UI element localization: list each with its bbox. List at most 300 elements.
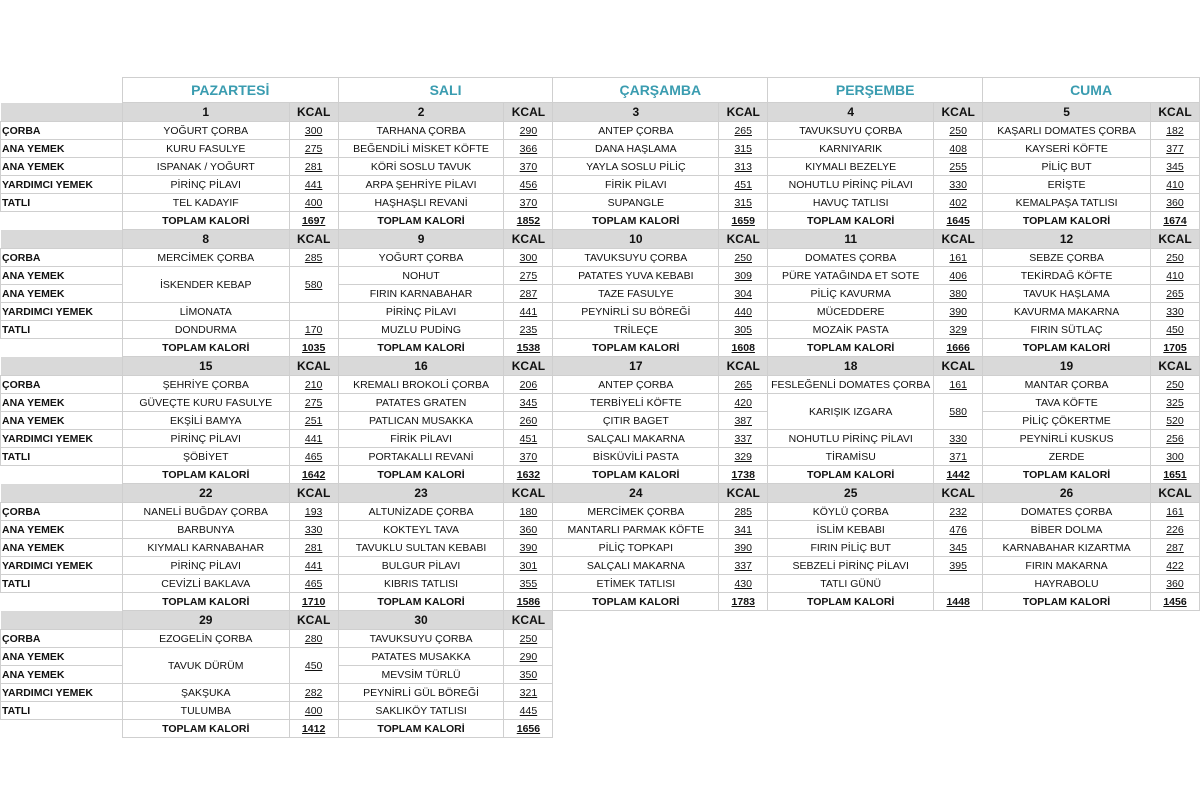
dish-name: MOZAİK PASTA: [768, 321, 934, 339]
blank-cell: [1, 357, 123, 376]
dish-kcal: 387: [719, 412, 768, 430]
meal-row: [1, 702, 1200, 720]
day-number: 29: [122, 611, 289, 630]
dish-name: BULGUR PİLAVI: [338, 557, 504, 575]
dish-kcal: 580: [934, 394, 983, 430]
dish-name: TAZE FASULYE: [553, 285, 719, 303]
dish-kcal: 226: [1150, 521, 1199, 539]
dish-kcal: 290: [504, 122, 553, 140]
day-number: 18: [768, 357, 934, 376]
total-kcal: 1852: [504, 212, 553, 230]
dish-name: MANTAR ÇORBA: [983, 376, 1151, 394]
category-label: YARDIMCI YEMEK: [1, 303, 123, 321]
total-row: [1, 720, 1200, 738]
dish-kcal: 281: [289, 539, 338, 557]
kcal-header: KCAL: [934, 230, 983, 249]
dish-kcal: 370: [504, 448, 553, 466]
dish-name: DOMATES ÇORBA: [983, 503, 1151, 521]
dish-kcal: 265: [719, 122, 768, 140]
dish-kcal: 275: [289, 140, 338, 158]
total-label: TOPLAM KALORİ: [122, 339, 289, 357]
category-label: YARDIMCI YEMEK: [1, 430, 123, 448]
day-number: 8: [122, 230, 289, 249]
dish-name: SALÇALI MAKARNA: [553, 430, 719, 448]
category-label: ANA YEMEK: [1, 267, 123, 285]
dish-kcal: 300: [1150, 448, 1199, 466]
dish-kcal: 193: [289, 503, 338, 521]
day-number: 16: [338, 357, 504, 376]
blank-cell: [1, 720, 123, 738]
total-label: TOPLAM KALORİ: [338, 593, 504, 611]
dish-name: GÜVEÇTE KURU FASULYE: [122, 394, 289, 412]
total-label: TOPLAM KALORİ: [983, 212, 1151, 230]
dish-name: KAVURMA MAKARNA: [983, 303, 1151, 321]
category-label: YARDIMCI YEMEK: [1, 684, 123, 702]
dish-name: PİLİÇ TOPKAPI: [553, 539, 719, 557]
meal-row: [1, 176, 1200, 194]
dish-kcal: 395: [934, 557, 983, 575]
blank-cell: [1, 339, 123, 357]
dish-name: TİRAMİSU: [768, 448, 934, 466]
dish-kcal: 465: [289, 575, 338, 593]
kcal-header: KCAL: [504, 484, 553, 503]
total-kcal: 1697: [289, 212, 338, 230]
dish-name: MEVSİM TÜRLÜ: [338, 666, 504, 684]
dish-kcal: 265: [719, 376, 768, 394]
dish-kcal: 315: [719, 194, 768, 212]
total-label: TOPLAM KALORİ: [553, 339, 719, 357]
day-number-row: [1, 484, 1200, 503]
total-label: TOPLAM KALORİ: [122, 593, 289, 611]
dish-kcal: 315: [719, 140, 768, 158]
dish-kcal: 281: [289, 158, 338, 176]
dish-name: TAVUKSUYU ÇORBA: [338, 630, 504, 648]
total-row: [1, 593, 1200, 611]
total-kcal: 1608: [719, 339, 768, 357]
empty-area: [553, 702, 1200, 720]
total-kcal: 1538: [504, 339, 553, 357]
dish-kcal: 304: [719, 285, 768, 303]
dish-kcal: 265: [1150, 285, 1199, 303]
dish-kcal: 341: [719, 521, 768, 539]
dish-kcal: 410: [1150, 176, 1199, 194]
dish-name: TERBİYELİ KÖFTE: [553, 394, 719, 412]
meal-row: [1, 539, 1200, 557]
dish-kcal: 345: [504, 394, 553, 412]
dish-name: KAYSERİ KÖFTE: [983, 140, 1151, 158]
kcal-header: KCAL: [719, 484, 768, 503]
category-label: ANA YEMEK: [1, 648, 123, 666]
dish-kcal: 390: [719, 539, 768, 557]
dish-name: FİRİK PİLAVI: [553, 176, 719, 194]
dish-kcal: 300: [504, 249, 553, 267]
day-number: 24: [553, 484, 719, 503]
category-label: TATLI: [1, 575, 123, 593]
kcal-header: KCAL: [289, 484, 338, 503]
dish-name: ISPANAK / YOĞURT: [122, 158, 289, 176]
kcal-header: KCAL: [289, 611, 338, 630]
kcal-header: KCAL: [1150, 103, 1199, 122]
total-kcal: 1656: [504, 720, 553, 738]
total-row: [1, 466, 1200, 484]
day-number: 25: [768, 484, 934, 503]
kcal-header: KCAL: [934, 103, 983, 122]
day-number: 2: [338, 103, 504, 122]
dish-name: ERİŞTE: [983, 176, 1151, 194]
dish-name: NOHUTLU PİRİNÇ PİLAVI: [768, 176, 934, 194]
day-header-row: [1, 78, 1200, 103]
weekly-menu-table: [0, 77, 1200, 738]
dish-name: TRİLEÇE: [553, 321, 719, 339]
dish-kcal: 330: [934, 430, 983, 448]
dish-kcal: 250: [504, 630, 553, 648]
empty-area: [553, 630, 1200, 648]
dish-name: SALÇALI MAKARNA: [553, 557, 719, 575]
dish-name: ALTUNİZADE ÇORBA: [338, 503, 504, 521]
dish-name: ZERDE: [983, 448, 1151, 466]
dish-name: SUPANGLE: [553, 194, 719, 212]
dish-kcal: 251: [289, 412, 338, 430]
dish-kcal: 400: [289, 702, 338, 720]
category-label: ANA YEMEK: [1, 412, 123, 430]
total-label: TOPLAM KALORİ: [768, 212, 934, 230]
dish-kcal: 377: [1150, 140, 1199, 158]
category-label: TATLI: [1, 321, 123, 339]
day-number: 30: [338, 611, 504, 630]
dish-name: KURU FASULYE: [122, 140, 289, 158]
dish-name: DONDURMA: [122, 321, 289, 339]
dish-kcal: 390: [504, 539, 553, 557]
dish-kcal: 161: [1150, 503, 1199, 521]
total-kcal: 1448: [934, 593, 983, 611]
dish-name: NOHUTLU PİRİNÇ PİLAVI: [768, 430, 934, 448]
dish-kcal: 282: [289, 684, 338, 702]
dish-kcal: 420: [719, 394, 768, 412]
dish-name: YAYLA SOSLU PİLİÇ: [553, 158, 719, 176]
total-label: TOPLAM KALORİ: [338, 339, 504, 357]
dish-name: İSLİM KEBABI: [768, 521, 934, 539]
day-number-row: [1, 611, 1200, 630]
meal-row: [1, 684, 1200, 702]
meal-row: [1, 575, 1200, 593]
dish-name: SAKLIKÖY TATLISI: [338, 702, 504, 720]
dish-name: ANTEP ÇORBA: [553, 122, 719, 140]
dish-kcal: 256: [1150, 430, 1199, 448]
dish-name: KARNIYARIK: [768, 140, 934, 158]
dish-kcal: 182: [1150, 122, 1199, 140]
dish-kcal: 520: [1150, 412, 1199, 430]
meal-row: [1, 122, 1200, 140]
empty-area: [553, 720, 1200, 738]
dish-name: KIYMALI KARNABAHAR: [122, 539, 289, 557]
kcal-header: KCAL: [504, 103, 553, 122]
corner-cell: [1, 78, 123, 103]
dish-kcal: 287: [1150, 539, 1199, 557]
dish-name: KÖYLÜ ÇORBA: [768, 503, 934, 521]
dish-kcal: 440: [719, 303, 768, 321]
dish-name: TAVUK HAŞLAMA: [983, 285, 1151, 303]
category-label: ANA YEMEK: [1, 140, 123, 158]
dish-kcal: 402: [934, 194, 983, 212]
dish-kcal: [289, 303, 338, 321]
dish-kcal: 360: [504, 521, 553, 539]
total-label: TOPLAM KALORİ: [553, 593, 719, 611]
total-label: TOPLAM KALORİ: [768, 466, 934, 484]
menu-body: [1, 78, 1200, 738]
dish-name: LİMONATA: [122, 303, 289, 321]
category-label: ANA YEMEK: [1, 539, 123, 557]
kcal-header: KCAL: [504, 357, 553, 376]
dish-kcal: 371: [934, 448, 983, 466]
dish-name: FESLEĞENLİ DOMATES ÇORBA: [768, 376, 934, 394]
dish-name: ETİMEK TATLISI: [553, 575, 719, 593]
dish-kcal: 161: [934, 249, 983, 267]
total-label: TOPLAM KALORİ: [983, 339, 1151, 357]
kcal-header: KCAL: [504, 230, 553, 249]
dish-name: EKŞİLİ BAMYA: [122, 412, 289, 430]
dish-kcal: 380: [934, 285, 983, 303]
meal-row: [1, 503, 1200, 521]
dish-kcal: 300: [289, 122, 338, 140]
dish-name: BARBUNYA: [122, 521, 289, 539]
total-label: TOPLAM KALORİ: [983, 593, 1151, 611]
day-number: 4: [768, 103, 934, 122]
total-kcal: 1642: [289, 466, 338, 484]
dish-name: FIRIN KARNABAHAR: [338, 285, 504, 303]
dish-kcal: 250: [934, 122, 983, 140]
dish-name: DANA HAŞLAMA: [553, 140, 719, 158]
dish-name: MUZLU PUDİNG: [338, 321, 504, 339]
total-kcal: 1705: [1150, 339, 1199, 357]
day-number: 15: [122, 357, 289, 376]
day-number: 1: [122, 103, 289, 122]
kcal-header: KCAL: [934, 357, 983, 376]
dish-kcal: 329: [934, 321, 983, 339]
dish-name: TAVUKSUYU ÇORBA: [768, 122, 934, 140]
total-kcal: 1586: [504, 593, 553, 611]
dish-name: KEMALPAŞA TATLISI: [983, 194, 1151, 212]
dish-kcal: [934, 575, 983, 593]
dish-kcal: 250: [1150, 249, 1199, 267]
meal-row: [1, 557, 1200, 575]
dish-name: NANELİ BUĞDAY ÇORBA: [122, 503, 289, 521]
category-label: TATLI: [1, 448, 123, 466]
day-number: 10: [553, 230, 719, 249]
dish-name: ŞÖBİYET: [122, 448, 289, 466]
dish-kcal: 285: [289, 249, 338, 267]
day-number: 3: [553, 103, 719, 122]
blank-cell: [1, 103, 123, 122]
category-label: ÇORBA: [1, 376, 123, 394]
dish-name: FIRIN SÜTLAÇ: [983, 321, 1151, 339]
dish-kcal: 370: [504, 158, 553, 176]
day-header: PAZARTESİ: [122, 78, 338, 103]
dish-kcal: 235: [504, 321, 553, 339]
dish-kcal: 451: [504, 430, 553, 448]
total-label: TOPLAM KALORİ: [122, 212, 289, 230]
category-label: YARDIMCI YEMEK: [1, 176, 123, 194]
dish-kcal: 580: [289, 267, 338, 303]
dish-kcal: 450: [1150, 321, 1199, 339]
total-label: TOPLAM KALORİ: [768, 593, 934, 611]
category-label: ÇORBA: [1, 630, 123, 648]
meal-row: [1, 267, 1200, 285]
total-kcal: 1674: [1150, 212, 1199, 230]
dish-name: PİLİÇ KAVURMA: [768, 285, 934, 303]
dish-name: BEĞENDİLİ MİSKET KÖFTE: [338, 140, 504, 158]
dish-kcal: 329: [719, 448, 768, 466]
kcal-header: KCAL: [1150, 230, 1199, 249]
dish-kcal: 250: [719, 249, 768, 267]
dish-name: PORTAKALLI REVANİ: [338, 448, 504, 466]
dish-name: TAVUK DÜRÜM: [122, 648, 289, 684]
dish-kcal: 441: [289, 176, 338, 194]
kcal-header: KCAL: [719, 357, 768, 376]
day-number: 5: [983, 103, 1151, 122]
dish-kcal: 250: [1150, 376, 1199, 394]
dish-name: İSKENDER KEBAP: [122, 267, 289, 303]
total-kcal: 1412: [289, 720, 338, 738]
meal-row: [1, 430, 1200, 448]
kcal-header: KCAL: [289, 357, 338, 376]
dish-name: PEYNİRLİ KUSKUS: [983, 430, 1151, 448]
dish-name: ÇITIR BAGET: [553, 412, 719, 430]
total-kcal: 1783: [719, 593, 768, 611]
dish-kcal: 170: [289, 321, 338, 339]
total-kcal: 1651: [1150, 466, 1199, 484]
dish-name: YOĞURT ÇORBA: [338, 249, 504, 267]
dish-kcal: 280: [289, 630, 338, 648]
dish-name: PEYNİRLİ SU BÖREĞİ: [553, 303, 719, 321]
total-label: TOPLAM KALORİ: [338, 212, 504, 230]
dish-name: HAYRABOLU: [983, 575, 1151, 593]
category-label: ANA YEMEK: [1, 158, 123, 176]
dish-kcal: 422: [1150, 557, 1199, 575]
dish-name: KARNABAHAR KIZARTMA: [983, 539, 1151, 557]
dish-name: ŞEHRİYE ÇORBA: [122, 376, 289, 394]
kcal-header: KCAL: [719, 103, 768, 122]
day-header: CUMA: [983, 78, 1200, 103]
dish-name: PİRİNÇ PİLAVI: [338, 303, 504, 321]
dish-kcal: 450: [289, 648, 338, 684]
day-number-row: [1, 103, 1200, 122]
dish-kcal: 287: [504, 285, 553, 303]
dish-kcal: 360: [1150, 575, 1199, 593]
dish-kcal: 345: [1150, 158, 1199, 176]
category-label: TATLI: [1, 194, 123, 212]
dish-name: HAŞHAŞLI REVANİ: [338, 194, 504, 212]
meal-row: [1, 521, 1200, 539]
blank-cell: [1, 593, 123, 611]
dish-kcal: 210: [289, 376, 338, 394]
total-kcal: 1659: [719, 212, 768, 230]
dish-name: PÜRE YATAĞINDA ET SOTE: [768, 267, 934, 285]
dish-name: KIBRIS TATLISI: [338, 575, 504, 593]
dish-kcal: 330: [934, 176, 983, 194]
blank-cell: [1, 212, 123, 230]
total-kcal: 1456: [1150, 593, 1199, 611]
dish-kcal: 305: [719, 321, 768, 339]
kcal-header: KCAL: [1150, 484, 1199, 503]
dish-kcal: 161: [934, 376, 983, 394]
total-kcal: 1738: [719, 466, 768, 484]
dish-name: KOKTEYL TAVA: [338, 521, 504, 539]
dish-kcal: 456: [504, 176, 553, 194]
dish-kcal: 360: [1150, 194, 1199, 212]
dish-kcal: 275: [504, 267, 553, 285]
dish-name: SEBZE ÇORBA: [983, 249, 1151, 267]
dish-kcal: 476: [934, 521, 983, 539]
dish-kcal: 255: [934, 158, 983, 176]
dish-name: YOĞURT ÇORBA: [122, 122, 289, 140]
total-label: TOPLAM KALORİ: [122, 466, 289, 484]
dish-name: PATLICAN MUSAKKA: [338, 412, 504, 430]
dish-kcal: 406: [934, 267, 983, 285]
dish-kcal: 430: [719, 575, 768, 593]
dish-name: BİBER DOLMA: [983, 521, 1151, 539]
dish-name: MANTARLI PARMAK KÖFTE: [553, 521, 719, 539]
dish-name: HAVUÇ TATLISI: [768, 194, 934, 212]
category-label: ANA YEMEK: [1, 285, 123, 303]
total-kcal: 1035: [289, 339, 338, 357]
category-label: ÇORBA: [1, 503, 123, 521]
dish-name: KÖRİ SOSLU TAVUK: [338, 158, 504, 176]
dish-name: CEVİZLİ BAKLAVA: [122, 575, 289, 593]
dish-name: ANTEP ÇORBA: [553, 376, 719, 394]
day-number: 17: [553, 357, 719, 376]
dish-name: ARPA ŞEHRİYE PİLAVI: [338, 176, 504, 194]
total-row: [1, 339, 1200, 357]
dish-name: PİLİÇ ÇÖKERTME: [983, 412, 1151, 430]
dish-kcal: 366: [504, 140, 553, 158]
meal-row: [1, 194, 1200, 212]
day-number-row: [1, 230, 1200, 249]
dish-kcal: 355: [504, 575, 553, 593]
dish-name: MERCİMEK ÇORBA: [122, 249, 289, 267]
dish-kcal: 337: [719, 557, 768, 575]
category-label: ÇORBA: [1, 249, 123, 267]
dish-kcal: 465: [289, 448, 338, 466]
category-label: TATLI: [1, 702, 123, 720]
dish-kcal: 370: [504, 194, 553, 212]
dish-kcal: 345: [934, 539, 983, 557]
dish-kcal: 290: [504, 648, 553, 666]
dish-kcal: 180: [504, 503, 553, 521]
dish-kcal: 330: [1150, 303, 1199, 321]
total-label: TOPLAM KALORİ: [768, 339, 934, 357]
day-header: PERŞEMBE: [768, 78, 983, 103]
meal-row: [1, 394, 1200, 412]
empty-area: [553, 648, 1200, 666]
dish-name: TATLI GÜNÜ: [768, 575, 934, 593]
total-label: TOPLAM KALORİ: [338, 720, 504, 738]
dish-name: TAVUKLU SULTAN KEBABI: [338, 539, 504, 557]
total-kcal: 1632: [504, 466, 553, 484]
kcal-header: KCAL: [289, 103, 338, 122]
dish-name: PİRİNÇ PİLAVI: [122, 430, 289, 448]
dish-kcal: 330: [289, 521, 338, 539]
dish-kcal: 275: [289, 394, 338, 412]
day-number: 19: [983, 357, 1151, 376]
empty-area: [553, 684, 1200, 702]
total-label: TOPLAM KALORİ: [122, 720, 289, 738]
total-label: TOPLAM KALORİ: [338, 466, 504, 484]
dish-kcal: 350: [504, 666, 553, 684]
blank-cell: [1, 230, 123, 249]
dish-name: TAVUKSUYU ÇORBA: [553, 249, 719, 267]
blank-cell: [1, 466, 123, 484]
dish-name: KAŞARLI DOMATES ÇORBA: [983, 122, 1151, 140]
